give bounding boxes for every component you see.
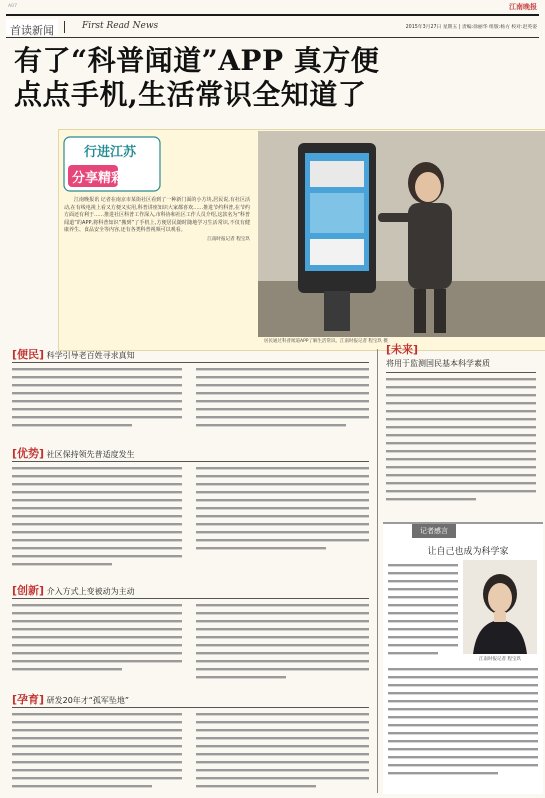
reporter-portrait — [463, 560, 537, 654]
text-lines-graphic — [12, 366, 369, 442]
section-title: 科学引导老百姓寻求真知 — [46, 351, 135, 360]
sidebar-title: 让自己也成为科学家 — [427, 547, 509, 557]
kiosk-photo-illustration — [258, 131, 545, 337]
reporter-portrait-illustration — [463, 560, 537, 654]
section-title-en: First Read News — [82, 21, 159, 31]
body-text-block — [12, 711, 369, 793]
stamp-line2: 分享精彩 — [72, 171, 125, 186]
section-rule — [12, 362, 369, 363]
section-heading-yunyu: [孕育] 研发20年才“孤军坠地” — [12, 693, 130, 706]
headline-line2: 点点手机,生活常识全知道了 — [14, 78, 367, 111]
section-title: 社区保持领先普适度发生 — [46, 450, 135, 459]
page-top-strip — [0, 0, 545, 14]
text-lines-graphic — [386, 376, 536, 516]
header-rule-bottom — [6, 37, 539, 38]
sidebar-label: 记者感言 — [412, 524, 456, 538]
text-lines-graphic — [388, 562, 458, 666]
section-badge — [6, 19, 58, 35]
section-tag: 便民 — [17, 348, 40, 361]
page-number: A07 — [8, 4, 17, 9]
feature-credit: 江南时报记者 程宝玖 — [207, 236, 250, 242]
header-rule — [6, 14, 539, 16]
body-text-block — [386, 376, 536, 516]
column-stamp — [62, 135, 162, 193]
body-text-block — [12, 465, 369, 580]
feature-lead — [64, 197, 250, 244]
section-title-zh: 首读新闻 — [10, 24, 54, 37]
section-title: 介入方式上变被动为主动 — [46, 587, 135, 596]
section-title: 研发20年才“孤军坠地” — [46, 696, 130, 705]
issue-meta: 2015年3月27日 星期五 | 责编:徐丽华 组版:杨方 校对:赵英姿 — [405, 25, 537, 30]
text-lines-graphic — [388, 666, 538, 788]
text-lines-graphic — [12, 602, 369, 687]
section-heading-weilai: [未来] — [386, 343, 419, 356]
section-rule — [386, 372, 536, 373]
brand-logo: 江南晚报 — [509, 3, 537, 11]
text-lines-graphic — [12, 711, 369, 793]
sidebar-text-left — [388, 562, 458, 666]
body-text-block — [12, 602, 369, 687]
body-text-block — [12, 366, 369, 442]
headline-line1: 有了“科普闻道”APP 真方便 — [14, 44, 380, 77]
headline — [14, 44, 534, 112]
text-lines-graphic — [12, 465, 369, 580]
section-tag: 优势 — [17, 447, 40, 460]
section-rule — [12, 707, 369, 708]
section-tag: 未来 — [391, 343, 414, 356]
section-rule — [12, 461, 369, 462]
sidebar-text-bottom — [388, 666, 538, 788]
section-title-weilai: 将用于监测国民基本科学素质 — [386, 359, 490, 368]
section-heading-bianmin: [便民] 科学引导老百姓寻求真知 — [12, 348, 135, 361]
section-divider — [64, 21, 65, 33]
stamp-line1: 行进江苏 — [84, 145, 137, 160]
feature-lead-text: 江南晚报讯 记者在南京市某街社区看到了一种新门面的小方块,居民说,有社区活动,在有线电视上看又方便又实用,科普讲座知识大家都喜欢……推进节约科普,在节约方面还有利于……推进社区科普工作深入,市科协和社区工作人员介绍,这款名为“科普闻道”的APP,将科普知识“搬到”了手机上,方便居民随时随地学习生活常识,不仅有健康养生、食品安全等内容,还有各类科普视频可以观看。 — [64, 197, 250, 234]
photo-caption: 居民通过科普闻道APP了解生活常识。江南时报记者 程宝玖 摄 — [264, 339, 388, 344]
section-rule — [12, 598, 369, 599]
column-divider — [377, 349, 378, 793]
section-tag: 孕育 — [17, 693, 40, 706]
section-heading-chuangxin: [创新] 介入方式上变被动为主动 — [12, 584, 135, 597]
section-heading-youshi: [优势] 社区保持领先普适度发生 — [12, 447, 135, 460]
reporter-credit: 江南时报记者 程宝玖 — [479, 657, 521, 662]
section-tag: 创新 — [17, 584, 40, 597]
feature-photo — [258, 131, 545, 337]
